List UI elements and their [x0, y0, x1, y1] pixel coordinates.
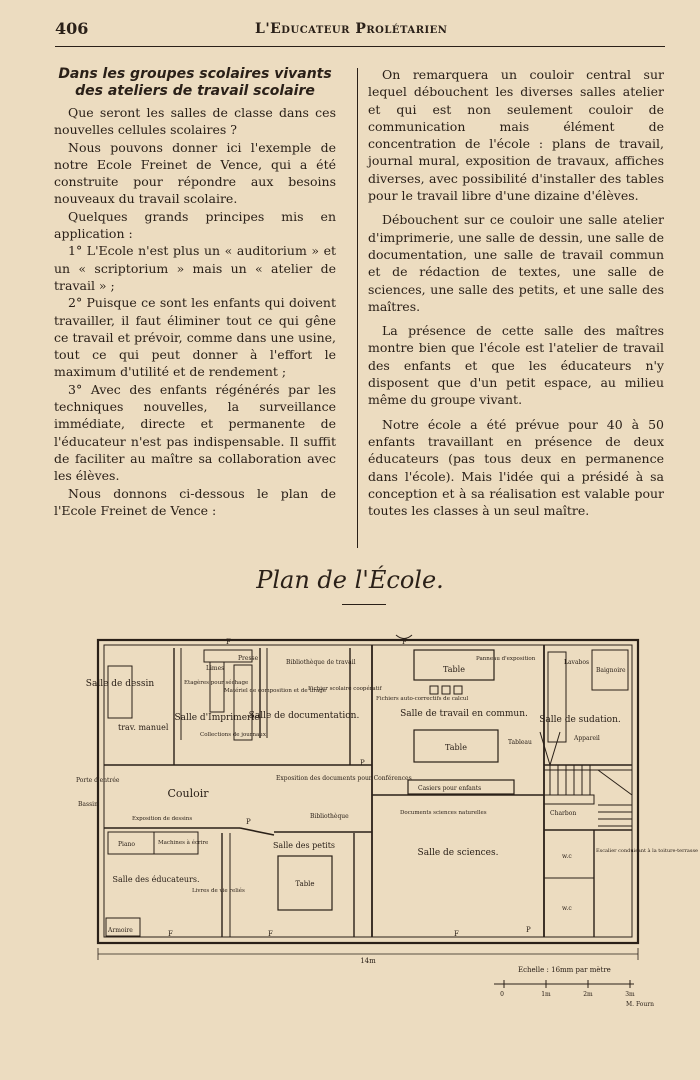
article-paragraph: Que seront les salles de classe dans ces nouvelles cellules scolaires ? [54, 105, 336, 138]
label-etageres-sechage: Etagères pour séchage [184, 680, 249, 686]
article-paragraph: Quelques grands principes mis en application : [54, 208, 336, 242]
window-mark: F [268, 930, 273, 938]
label-piano: Piano [118, 841, 136, 848]
page-number: 406 [55, 19, 89, 38]
label-table-centrale: Table [445, 743, 467, 752]
label-presse: Presse [238, 655, 259, 662]
scale-tick-label: 2m [583, 991, 593, 998]
label-table-petits: Table [295, 880, 315, 888]
article-paragraph: Notre école a été prévue pour 40 à 50 enfants travaillant en présence de deux éducateurs (pas tous deux en permanence dans l'école). Mais l'idée qui a présidé à sa conception et à sa réalisation est valable pour toutes les classes à un seul maître. [368, 416, 664, 519]
room-label-travail-commun: Salle de travail en commun. [400, 709, 528, 719]
label-escalier: Escalier conduisant à la toiture-terrasse [596, 848, 698, 854]
article-right-column [368, 66, 664, 519]
label-casiers: Casiers pour enfants [418, 785, 482, 792]
label-appareil: Appareil [574, 735, 600, 742]
plan-title: Plan de l'École. [256, 566, 444, 594]
article-paragraph: 3° Avec des enfants régénérés par les techniques nouvelles, la surveillance immédiate, directe et permanente de l'éducateur n'est pas indispensable. Il suffit de faciliter au maître sa collaboration avec les élèves. [54, 381, 336, 484]
label-exposition-dessins: Exposition de dessins [132, 816, 193, 822]
room-label-imprimerie: Salle d'Imprimerie [174, 713, 260, 723]
label-wc-1: w.c [562, 853, 572, 860]
page-header [55, 18, 665, 47]
scale-tick-label: 1m [541, 991, 551, 998]
room-label-educateurs: Salle des éducateurs. [112, 875, 200, 884]
floor-plan [74, 620, 698, 1010]
article-paragraph: 2° Puisque ce sont les enfants qui doivent travailler, il faut éliminer tout ce qui gêne ce travail et prévoir, comme dans une usine, tout ce qui peut donner à l'effort le maximum d'utilité et de rendement ; [54, 295, 336, 380]
label-collections-journaux: Collections de journaux [200, 732, 266, 738]
article-paragraph: Nous donnons ci-dessous le plan de l'Ecole Freinet de Vence : [54, 485, 336, 518]
article-paragraph: 1° L'Ecole n'est plus un « auditorium » et un « scriptorium » mais un « atelier de travail » ; [54, 243, 336, 293]
label-panneau-exposition: Panneau d'exposition [476, 656, 536, 662]
window-mark: F [454, 930, 459, 938]
label-machines-ecrire: Machines à écrire [158, 840, 209, 846]
room-label-petits: Salle des petits [272, 841, 336, 850]
door-mark: P [526, 926, 531, 934]
label-fichier-scolaire: Fichier scolaire coopératif [308, 686, 382, 692]
scale-tick-label: 0 [500, 991, 504, 998]
label-bibliotheque: Bibliothèque [310, 813, 349, 820]
room-label-dessin: Salle de dessin [85, 679, 155, 689]
label-trav-manuel: trav. manuel [118, 723, 169, 732]
room-label-couloir: Couloir [167, 787, 209, 800]
article-paragraph: La présence de cette salle des maîtres montre bien que l'école est l'atelier de travail des enfants et que les éducateurs n'y disposent que d'un petit espace, au milieu même du groupe vivant. [368, 323, 664, 408]
label-bassin: Bassin [78, 801, 98, 808]
journal-title: L'Educateur Prolétarien [255, 21, 448, 37]
article-paragraph: On remarquera un couloir central sur lequel débouchent les diverses salles atelier et qui est non seulement couloir de communication mais élément de concentration de l'école : plans de travail, journal mural, exposition de travaux, affiches diverses, avec possibilité d'installer des tables pour le travail libre d'une dizaine d'élèves. [368, 67, 664, 204]
signature: M. Fourn [626, 1001, 655, 1008]
label-charbon: Charbon [550, 810, 577, 817]
label-porte-entree: Porte d'entrée [76, 777, 120, 784]
room-label-documentation: Salle de documentation. [248, 711, 360, 721]
column-divider [357, 68, 358, 548]
label-baignoire: Baignoire [596, 667, 626, 674]
door-mark: F [226, 638, 231, 646]
label-exposition-documents: Exposition des documents pour Conférences [276, 775, 412, 782]
label-dimension: 14m [360, 957, 376, 965]
article-left-column [54, 66, 336, 519]
label-echelle: Echelle : 16mm par mètre [518, 966, 611, 974]
scale-tick-label: 3m [625, 991, 635, 998]
label-armoire: Armoire [108, 927, 133, 934]
label-wc-2: w.c [562, 905, 572, 912]
label-tableau: Tableau [508, 739, 532, 746]
article-paragraph: Débouchent sur ce couloir une salle atelier d'imprimerie, une salle de dessin, une salle de documentation, une salle de travail commun et de rédaction de textes, une salle de sciences, une salle des petits, et une salle des maîtres. [368, 212, 664, 314]
room-label-sciences: Salle de sciences. [417, 848, 499, 858]
label-livres-relies: Livres de vie reliés [192, 888, 245, 894]
door-mark: P [246, 818, 251, 826]
label-bibliotheque-travail: Bibliothèque de travail [286, 659, 356, 666]
article-paragraph: Nous pouvons donner ici l'exemple de notre Ecole Freinet de Vence, qui a été construite pour répondre aux besoins nouveaux du travail scolaire. [54, 139, 336, 207]
article-heading: Dans les groupes scolaires vivants des ateliers de travail scolaire [58, 66, 332, 99]
label-documents-naturels: Documents sciences naturelles [400, 810, 487, 816]
label-materiel-composition: Matériel de composition et de tirage [224, 688, 327, 694]
window-mark: F [402, 638, 407, 646]
label-lavabos: Lavabos [564, 659, 590, 666]
room-label-sudation: Salle de sudation. [539, 715, 621, 725]
label-table-travail: Table [443, 665, 465, 674]
label-fichiers-calcul: Fichiers auto-correctifs de calcul [376, 696, 469, 702]
window-mark: F [168, 930, 173, 938]
plan-title-rule [342, 604, 386, 605]
door-mark: P [360, 759, 365, 767]
label-limes: Limes [206, 665, 225, 672]
